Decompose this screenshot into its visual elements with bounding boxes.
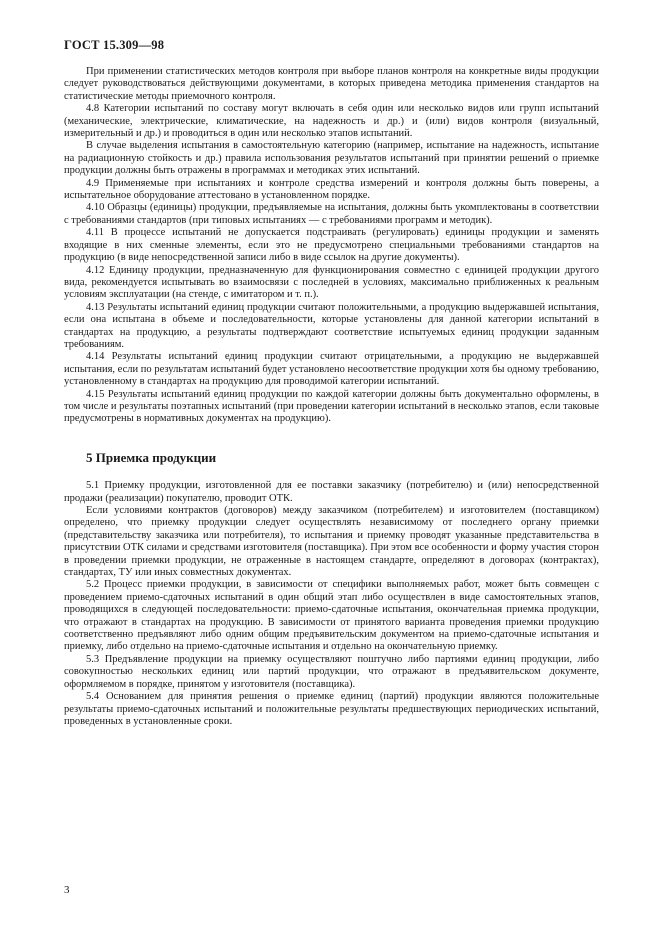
paragraph-4-15: 4.15 Результаты испытаний единиц продукции по каждой категории должны быть документально оформлены, в том числе и результаты поэтапных испытаний (при проведении категории испытаний в несколько этапов, если таковые предусмотрены в нормативных документах на продукцию). — [64, 388, 599, 425]
paragraph-5-4: 5.4 Основанием для принятия решения о приемке единиц (партий) продукции являются положительные результаты приемо-сдаточных испытаний и положительные результаты предшествующих периодических испытаний, проведенных в установленные сроки. — [64, 691, 599, 727]
paragraph-5-1: 5.1 Приемку продукции, изготовленной для ее поставки заказчику (потребителю) и (или) непосредственной продажи (реализации) покупателю, проводит ОТК. — [64, 480, 599, 504]
paragraph-5-3: 5.3 Предъявление продукции на приемку осуществляют поштучно либо партиями единиц продукции, либо совокупностью нескольких единиц или партий продукции, что отражают в предъявительском документе, оформляемом в порядке, принятом у изготовителя (поставщика). — [64, 653, 599, 690]
paragraph-4-9: 4.9 Применяемые при испытаниях и контроле средства измерений и контроля должны быть поверены, а испытательное оборудование аттестовано в установленном порядке. — [64, 177, 599, 202]
paragraph: Если условиями контрактов (договоров) между заказчиком (потребителем) и изготовителем (поставщиком) определено, что приемку продукции следует осуществлять независимому от последнего органу приемки (представительству заказчика или потребителя), то испытания и приемку проводят указанные представительства в присутствии ОТК силами и средствами изготовителя (поставщика). При этом все особенности и форму участия сторон в проведении приемки продукции, не отраженные в настоящем стандарте, определяют в договорах (контрактах), стандартах, ТУ или иных совместных документах. — [64, 505, 599, 579]
paragraph-4-10: 4.10 Образцы (единицы) продукции, предъявляемые на испытания, должны быть укомплектованы в соответствии с требованиями стандартов (при типовых испытаниях — с требованиями программ и методик). — [64, 202, 599, 226]
section-title: 5 Приемка продукции — [86, 449, 217, 465]
paragraph-4-12: 4.12 Единицу продукции, предназначенную для функционирования совместно с единицей продукции другого вида, рекомендуется испытывать во взаимосвязи с последней в условиях, максимально приближенных к реальным условиям эксплуатации (на стенде, с имитатором и т. п.). — [64, 264, 599, 301]
page-number: 3 — [64, 884, 70, 896]
paragraph-5-2: 5.2 Процесс приемки продукции, в зависимости от специфики выполняемых работ, может быть совмещен с проведением приемо-сдаточных испытаний в один общий этап либо осуществлен в виде самостоятельных этапов, проводящихся в следующей последовательности: приемо-сдаточные испытания, окончательная приемка продукции, что отражают в стандартах на продукцию. В зависимости от принятого варианта проведения приемки продукцию соответственно предъявляют либо одним общим предъявительским документом на приемо-сдаточные испытания и приемку, либо отдельно на приемо-сдаточные испытания и отдельно на окончательную приемку. — [64, 579, 599, 653]
paragraph-4-11: 4.11 В процессе испытаний не допускается подстраивать (регулировать) единицы продукции и заменять входящие в них сменные элементы, если это не предусмотрено специальными требованиями стандартов на продукцию (в виде непосредственной записи либо в виде ссылок на другие документы). — [64, 227, 599, 264]
paragraph: При применении статистических методов контроля при выборе планов контроля на конкретные виды продукции следует руководствоваться действующими документами, в которых приведена методика применения стандартов на статистические методы приемочного контроля. — [64, 66, 599, 102]
paragraph-4-14: 4.14 Результаты испытаний единиц продукции считают отрицательными, а продукцию не выдержавшей испытания, если по результатам испытаний будет установлено несоответствие продукции хотя бы одному требованию, установленному в стандартах на продукцию для проводимой категории испытаний. — [64, 351, 599, 388]
paragraph-4-13: 4.13 Результаты испытаний единиц продукции считают положительными, а продукцию выдержавшей испытания, если она испытана в объеме и последовательности, которые установлены для данной категории испытаний в стандартах на продукцию, а результаты подтверждают соответствие испытуемых единиц продукции заданным требованиям. — [64, 301, 599, 350]
paragraph: В случае выделения испытания в самостоятельную категорию (например, испытание на надежность, испытание на радиационную стойкость и др.) правила использования результатов испытаний при принятии решений о приемке продукции должны быть отражены в программах и методиках этих испытаний. — [64, 140, 599, 177]
paragraph-4-8: 4.8 Категории испытаний по составу могут включать в себя один или несколько видов или групп испытаний (механические, электрические, климатические, на надежность и др.) и (или) видов контроля (визуальный, измерительный и др.) и проводиться в один или несколько этапов испытаний. — [64, 103, 599, 140]
document-body — [64, 66, 599, 728]
document-code-header: ГОСТ 15.309—98 — [64, 38, 165, 52]
